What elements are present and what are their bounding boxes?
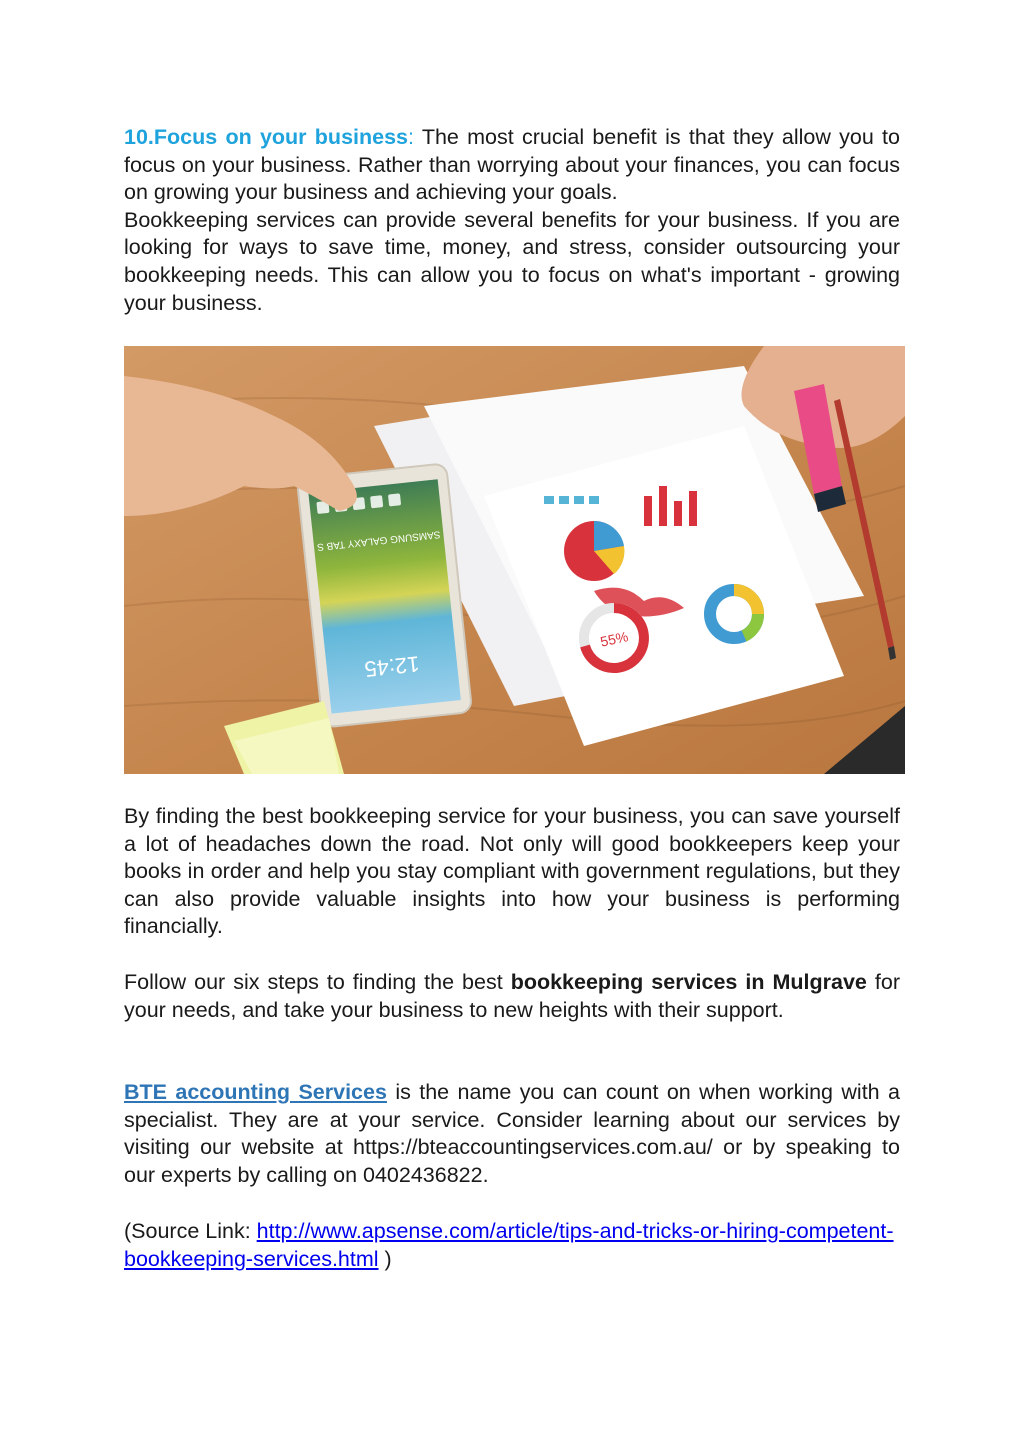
bookkeeping-mulgrave-bold: bookkeeping services in Mulgrave xyxy=(510,970,867,994)
source-link-paragraph xyxy=(124,1218,900,1273)
section-focus-business xyxy=(124,124,900,317)
section-heading: 10.Focus on your business xyxy=(124,125,408,149)
source-suffix: ) xyxy=(378,1246,392,1271)
finding-service-paragraph: By finding the best bookkeeping service for your business, you can save yourself a lot of headaches down the road. Not only will good bookkeepers keep your books in order and help you stay compliant with government regulations, but they can also provide valuable insights into how your business is performing financially. xyxy=(124,804,900,939)
follow-steps-intro: Follow our six steps to finding the best xyxy=(124,970,511,994)
focus-business-paragraph xyxy=(124,124,900,207)
pie-chart-icon xyxy=(564,521,624,581)
bookkeeping-desk-photo xyxy=(124,346,905,774)
focus-business-text: The most crucial benefit is that they allow you to focus on your business. Rather than worrying about your finances, you can focus on growing your business and achieving your goals. xyxy=(124,125,900,205)
heading-colon: : xyxy=(408,125,414,149)
source-prefix: (Source Link: xyxy=(124,1219,257,1243)
follow-steps-paragraph xyxy=(124,969,900,1024)
source-url-link[interactable]: http://www.apsense.com/article/tips-and-tricks-or-hiring-competent-bookkeeping-services.html xyxy=(124,1219,894,1271)
tablet-device xyxy=(297,463,472,727)
follow-steps-outro: for your needs, and take your business to new heights with their support. xyxy=(124,970,900,1022)
tablet-brand: SAMSUNG GALAXY TAB S xyxy=(316,528,441,553)
benefits-summary: Bookkeeping services can provide several benefits for your business. If you are looking for ways to save time, money, and stress, consider outsourcing your bookkeeping needs. This can allow you to focus on what's important - growing your business. xyxy=(124,207,900,315)
bte-accounting-link[interactable]: BTE accounting Services xyxy=(124,1080,387,1104)
chart-percent: 55% xyxy=(598,628,630,650)
bte-paragraph-text: is the name you can count on when working with a specialist. They are at your service. Consider learning about our services by visiting our website at https://bteaccountingservices.com.au/ or by speaking to our experts by calling on 0402436822. xyxy=(124,1080,900,1187)
bte-paragraph xyxy=(124,1079,900,1189)
tablet-time: 12:45 xyxy=(363,651,421,682)
